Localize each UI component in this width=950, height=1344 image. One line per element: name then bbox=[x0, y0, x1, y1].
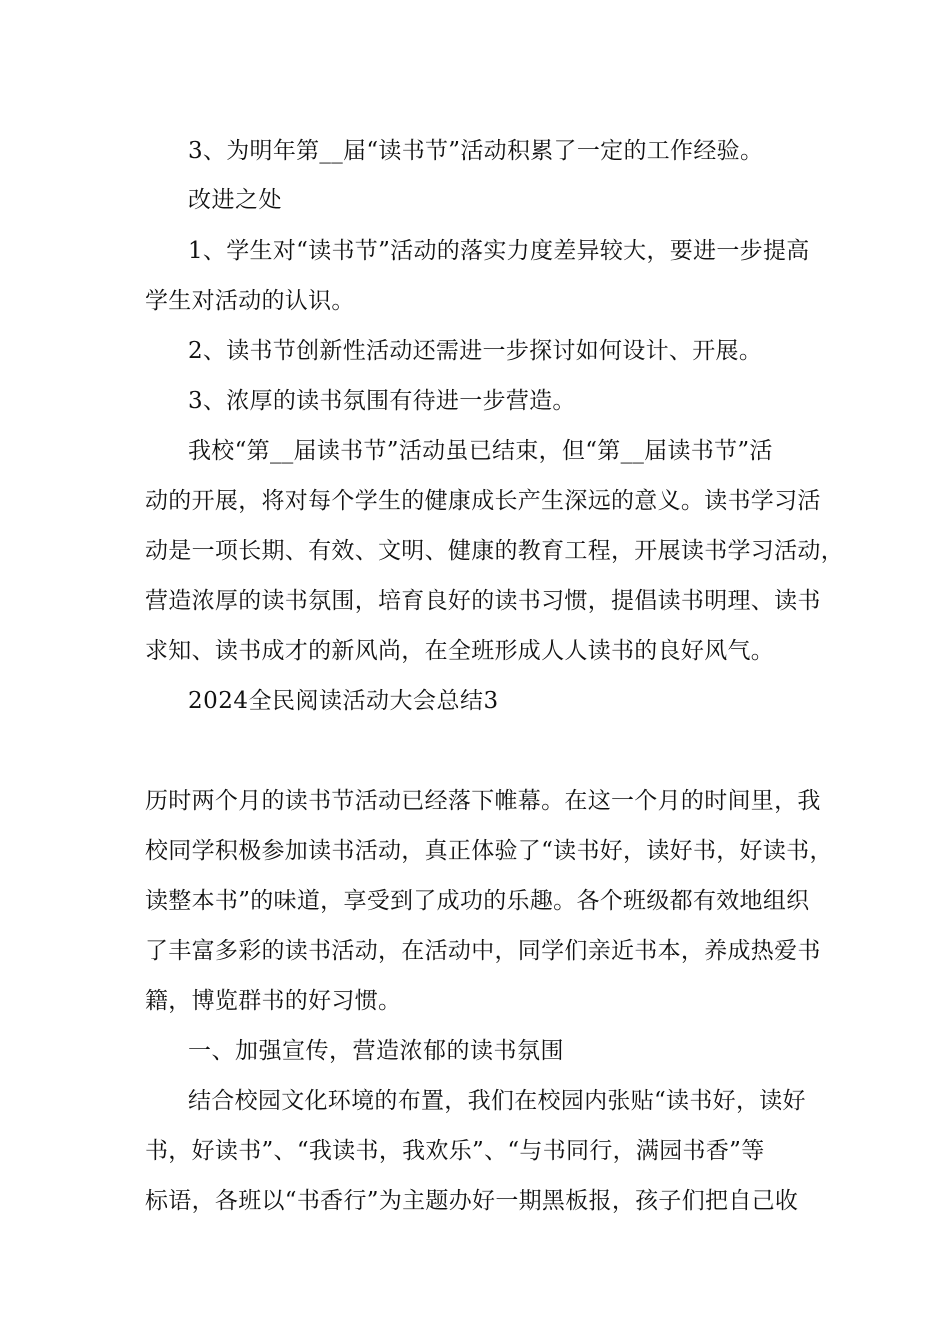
paragraph-line: 我校“第__届读书节”活动虽已结束，但“第__届读书节”活 bbox=[188, 438, 773, 464]
paragraph-line: 学生对活动的认识。 bbox=[145, 288, 355, 314]
paragraph-line: 标语，各班以“书香行”为主题办好一期黑板报，孩子们把自己收 bbox=[145, 1188, 799, 1214]
paragraph-line: 读整本书”的味道，享受到了成功的乐趣。各个班级都有效地组织 bbox=[145, 888, 810, 914]
paragraph-line: 历时两个月的读书节活动已经落下帷幕。在这一个月的时间里，我 bbox=[145, 788, 821, 814]
paragraph-line: 1、学生对“读书节”活动的落实力度差异较大，要进一步提高 bbox=[188, 238, 810, 264]
paragraph-line: 结合校园文化环境的布置，我们在校园内张贴“读书好，读好 bbox=[188, 1088, 806, 1114]
paragraph-line: 3、为明年第__届“读书节”活动积累了一定的工作经验。 bbox=[188, 138, 764, 164]
paragraph-line: 3、浓厚的读书氛围有待进一步营造。 bbox=[188, 388, 576, 414]
section-heading: 改进之处 bbox=[188, 187, 282, 213]
paragraph-line: 动的开展，将对每个学生的健康成长产生深远的意义。读书学习活 bbox=[145, 488, 821, 514]
paragraph-line: 营造浓厚的读书氛围，培育良好的读书习惯，提倡读书明理、读书 bbox=[145, 588, 821, 614]
paragraph-line: 了丰富多彩的读书活动，在活动中，同学们亲近书本，养成热爱书 bbox=[145, 938, 821, 964]
paragraph-line: 2、读书节创新性活动还需进一步探讨如何设计、开展。 bbox=[188, 338, 763, 364]
section-title: 2024全民阅读活动大会总结3 bbox=[188, 688, 499, 714]
section-heading: 一、加强宣传，营造浓郁的读书氛围 bbox=[188, 1038, 564, 1064]
paragraph-line: 书，好读书”、“我读书，我欢乐”、“与书同行，满园书香”等 bbox=[145, 1138, 765, 1164]
paragraph-line: 籍，博览群书的好习惯。 bbox=[145, 988, 402, 1014]
paragraph-line: 动是一项长期、有效、文明、健康的教育工程，开展读书学习活动， bbox=[145, 538, 844, 564]
paragraph-line: 校同学积极参加读书活动，真正体验了“读书好，读好书，好读书， bbox=[145, 838, 833, 864]
paragraph-line: 求知、读书成才的新风尚，在全班形成人人读书的良好风气。 bbox=[145, 638, 775, 664]
